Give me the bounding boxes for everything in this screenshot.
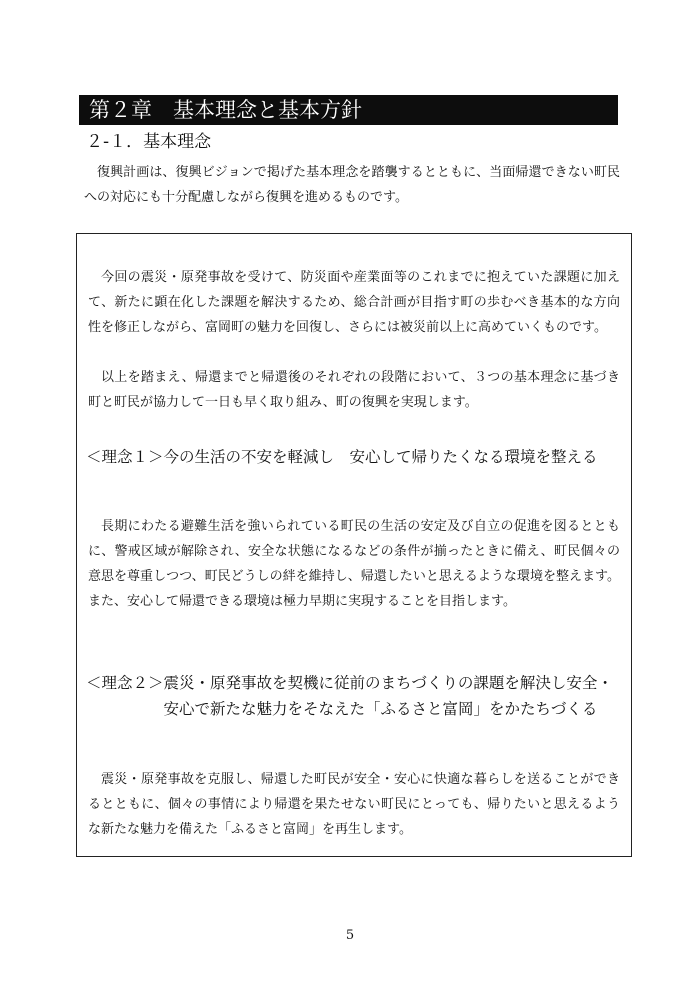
principle-1-heading <box>86 444 626 470</box>
chapter-title-bar <box>79 95 618 125</box>
principle-2-heading <box>86 670 626 722</box>
section-heading: ２-１．基本理念 <box>86 132 212 152</box>
page-number: 5 <box>345 928 355 943</box>
principle-2-label: ＜理念２＞ <box>86 674 164 692</box>
box-paragraph-1: 今回の震災・原発事故を受けて、防災面や産業面等のこれまでに抱えていた課題に加えて、新たに顕在化した課題を解決するため、総合計画が目指す町の歩むべき基本的な方向性を修正しながら、富岡町の魅力を回復し、さらには被災前以上に高めていくものです。 <box>88 270 620 335</box>
principle-1-title: 今の生活の不安を軽減し 安心して帰りたくなる環境を整える <box>163 448 598 466</box>
principle-2-title: 震災・原発事故を契機に従前のまちづくりの課題を解決し安全・安心で新たな魅力をそなえた「ふるさと富岡」をかたちづくる <box>163 674 613 718</box>
principle-1-label: ＜理念１＞ <box>86 448 164 466</box>
section-intro-paragraph: 復興計画は、復興ビジョンで掲げた基本理念を踏襲するとともに、当面帰還できない町民への対応にも十分配慮しながら復興を進めるものです。 <box>84 165 620 205</box>
chapter-title: 第２章 基本理念と基本方針 <box>89 98 362 122</box>
principle-2-text: 震災・原発事故を克服し、帰還した町民が安全・安心に快適な暮らしを送ることができるとともに、個々の事情により帰還を果たせない町民にとっても、帰りたいと思えるような新たな魅力を備えた「ふるさと富岡」を再生します。 <box>88 772 620 837</box>
box-paragraph-2: 以上を踏まえ、帰還までと帰還後のそれぞれの段階において、３つの基本理念に基づき町と町民が協力して一日も早く取り組み、町の復興を実現します。 <box>88 370 620 410</box>
principle-1-text: 長期にわたる避難生活を強いられている町民の生活の安定及び自立の促進を図るとともに、警戒区域が解除され、安全な状態になるなどの条件が揃ったときに備え、町民個々の意思を尊重しつつ、町民どうしの絆を維持し、帰還したいと思えるような環境を整えます。また、安心して帰還できる環境は極力早期に実現することを目指します。 <box>88 519 620 609</box>
